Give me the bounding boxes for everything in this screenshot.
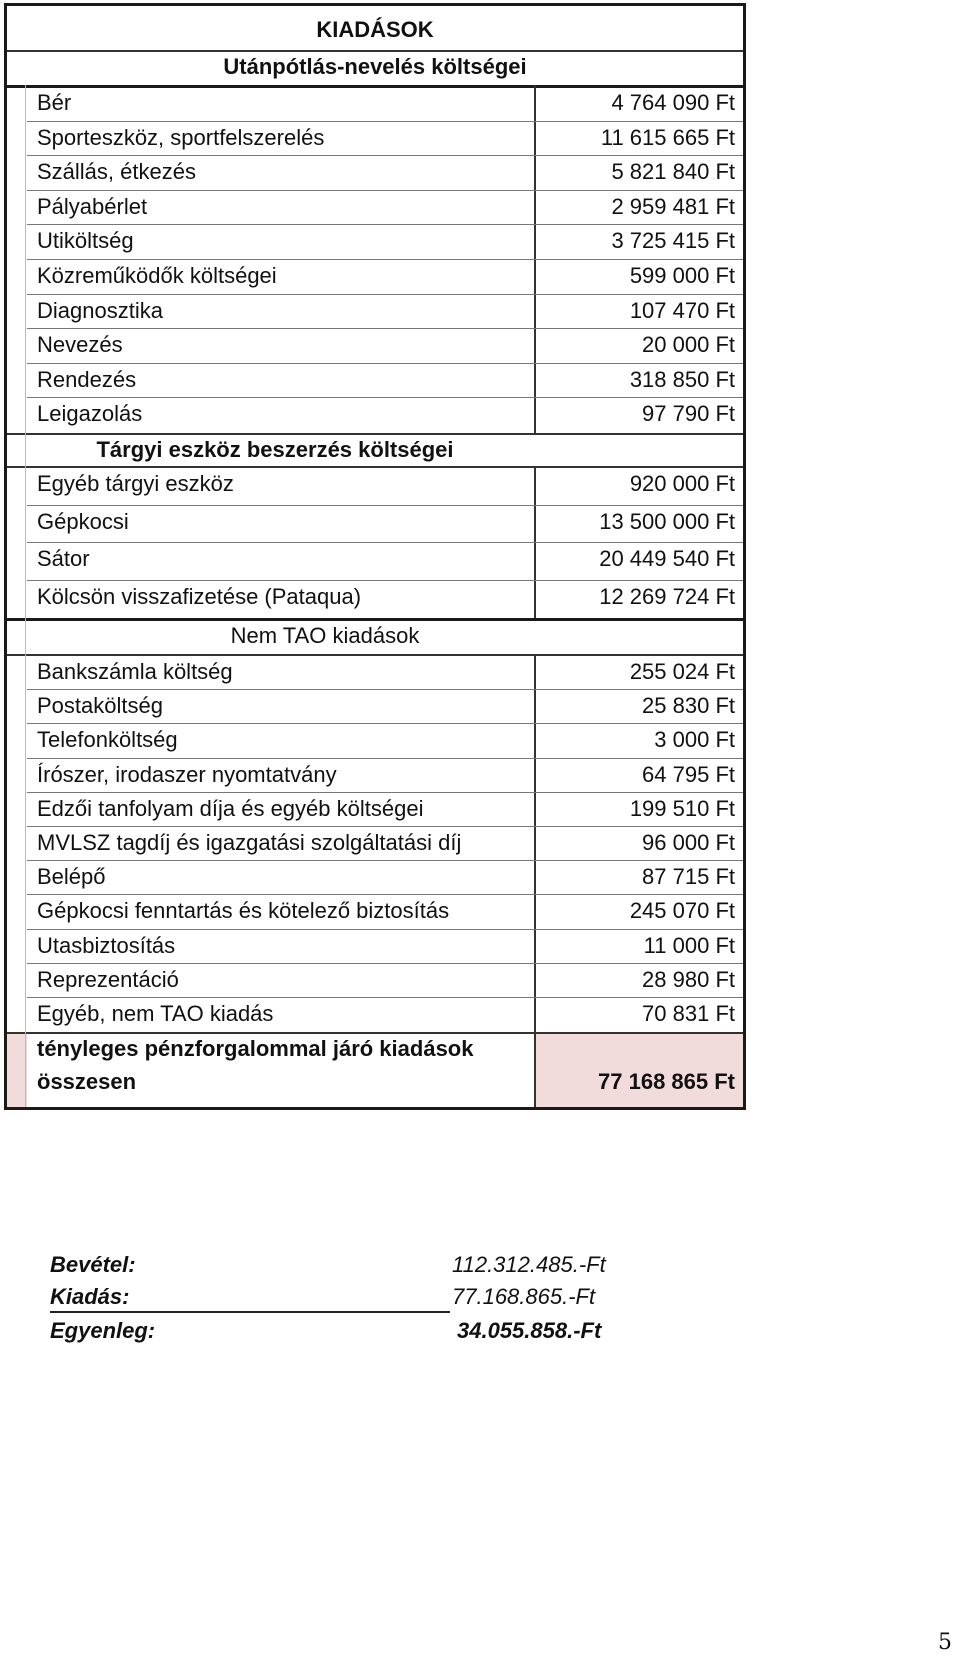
summary-value: 34.055.858.-Ft xyxy=(457,1318,602,1343)
summary-label: Kiadás: xyxy=(50,1284,130,1309)
row-amount: 3 000 Ft xyxy=(654,727,735,753)
total-highlight-left xyxy=(7,1034,27,1107)
row-amount: 199 510 Ft xyxy=(629,795,735,821)
divider xyxy=(7,466,743,468)
row-label: Reprezentáció xyxy=(37,966,179,992)
row-divider xyxy=(27,997,743,998)
section-heading-utanpotlas: Utánpótlás-nevelés költségei xyxy=(223,54,527,79)
row-divider xyxy=(27,758,743,759)
row-divider xyxy=(27,860,743,861)
row-label: Leigazolás xyxy=(37,401,143,427)
row-label: Bér xyxy=(37,90,72,115)
divider xyxy=(7,654,743,656)
row-label: Bankszámla költség xyxy=(37,659,233,684)
total-amount: 77 168 865 Ft xyxy=(598,1069,735,1094)
row-label: Diagnosztika xyxy=(37,297,163,323)
row-amount: 245 070 Ft xyxy=(629,898,735,924)
underline xyxy=(50,1311,450,1313)
row-amount: 11 000 Ft xyxy=(643,932,735,958)
row-divider xyxy=(27,505,743,506)
row-label: Közreműködők költségei xyxy=(37,263,277,288)
row-divider xyxy=(27,259,743,260)
row-label: Egyéb, nem TAO kiadás xyxy=(37,1001,274,1026)
row-label: Belépő xyxy=(37,864,106,890)
row-label: Gépkocsi fenntartás és kötelező biztosítás xyxy=(37,898,450,924)
total-label-line2: összesen xyxy=(37,1069,137,1094)
row-amount: 64 795 Ft xyxy=(642,761,735,787)
row-label: Rendezés xyxy=(37,366,137,392)
row-label: Nevezés xyxy=(37,332,123,358)
inner-left-border xyxy=(25,85,26,1107)
row-amount: 318 850 Ft xyxy=(629,366,735,392)
summary-label: Egyenleg: xyxy=(50,1318,156,1343)
summary-row-expense xyxy=(50,1282,690,1312)
row-divider xyxy=(27,963,743,964)
row-amount: 20 000 Ft xyxy=(642,332,735,358)
row-divider xyxy=(27,363,743,364)
row-divider xyxy=(27,723,743,724)
row-amount: 255 024 Ft xyxy=(629,659,735,684)
row-amount: 3 725 415 Ft xyxy=(611,228,735,254)
divider xyxy=(7,50,743,52)
row-label: Sátor xyxy=(37,546,90,571)
summary-row-income xyxy=(50,1250,690,1280)
row-amount: 13 500 000 Ft xyxy=(599,508,735,534)
row-divider xyxy=(27,190,743,191)
row-divider xyxy=(27,224,743,225)
section-heading-nemtao: Nem TAO kiadások xyxy=(230,623,420,648)
row-label: Szállás, étkezés xyxy=(37,159,196,185)
row-divider xyxy=(27,580,743,581)
divider xyxy=(7,85,743,88)
row-divider xyxy=(27,929,743,930)
table-title: KIADÁSOK xyxy=(316,17,434,42)
row-amount: 107 470 Ft xyxy=(629,297,735,323)
row-amount: 2 959 481 Ft xyxy=(611,193,735,219)
row-amount: 87 715 Ft xyxy=(642,864,735,890)
row-amount: 920 000 Ft xyxy=(629,471,735,496)
row-label: MVLSZ tagdíj és igazgatási szolgáltatási díj xyxy=(37,830,462,855)
row-amount: 97 790 Ft xyxy=(642,401,735,427)
row-divider xyxy=(27,121,743,122)
row-amount: 12 269 724 Ft xyxy=(599,583,735,609)
row-divider xyxy=(27,689,743,690)
row-divider xyxy=(27,826,743,827)
row-label: Edzői tanfolyam díja és egyéb költségei xyxy=(37,795,424,821)
row-amount: 25 830 Ft xyxy=(642,693,735,719)
row-divider xyxy=(27,155,743,156)
row-label: Postaköltség xyxy=(37,693,163,719)
row-label: Telefonköltség xyxy=(37,727,178,753)
total-label-line1: tényleges pénzforgalommal járó kiadások xyxy=(37,1036,474,1061)
row-label: Gépkocsi xyxy=(37,508,129,534)
summary-value: 77.168.865.-Ft xyxy=(452,1284,596,1309)
row-amount: 599 000 Ft xyxy=(629,263,735,288)
row-divider xyxy=(27,397,743,398)
row-label: Kölcsön visszafizetése (Pataqua) xyxy=(37,583,362,609)
row-divider xyxy=(27,894,743,895)
row-amount: 28 980 Ft xyxy=(642,966,735,992)
summary-value: 112.312.485.-Ft xyxy=(452,1252,606,1277)
row-label: Sporteszköz, sportfelszerelés xyxy=(37,124,325,150)
row-label: Utiköltség xyxy=(37,228,134,254)
row-label: Pályabérlet xyxy=(37,193,148,219)
row-divider xyxy=(27,542,743,543)
row-label: Utasbiztosítás xyxy=(37,932,176,958)
row-label: Egyéb tárgyi eszköz xyxy=(37,471,234,496)
section-heading-targyi: Tárgyi eszköz beszerzés költségei xyxy=(96,437,454,462)
row-amount: 11 615 665 Ft xyxy=(600,124,735,150)
row-amount: 5 821 840 Ft xyxy=(611,159,735,185)
column-divider xyxy=(534,654,536,1107)
divider xyxy=(7,433,743,435)
row-amount: 70 831 Ft xyxy=(642,1001,735,1026)
row-amount: 96 000 Ft xyxy=(642,830,735,855)
page-number: 5 xyxy=(938,1630,952,1655)
row-amount: 20 449 540 Ft xyxy=(599,546,735,571)
divider xyxy=(7,618,743,621)
expenses-table xyxy=(4,3,746,1110)
row-divider xyxy=(27,792,743,793)
row-amount: 4 764 090 Ft xyxy=(611,90,735,115)
row-divider xyxy=(27,294,743,295)
row-label: Írószer, irodaszer nyomtatvány xyxy=(37,761,337,787)
summary-label: Bevétel: xyxy=(50,1252,136,1277)
summary-row-balance xyxy=(50,1316,690,1346)
row-divider xyxy=(27,328,743,329)
